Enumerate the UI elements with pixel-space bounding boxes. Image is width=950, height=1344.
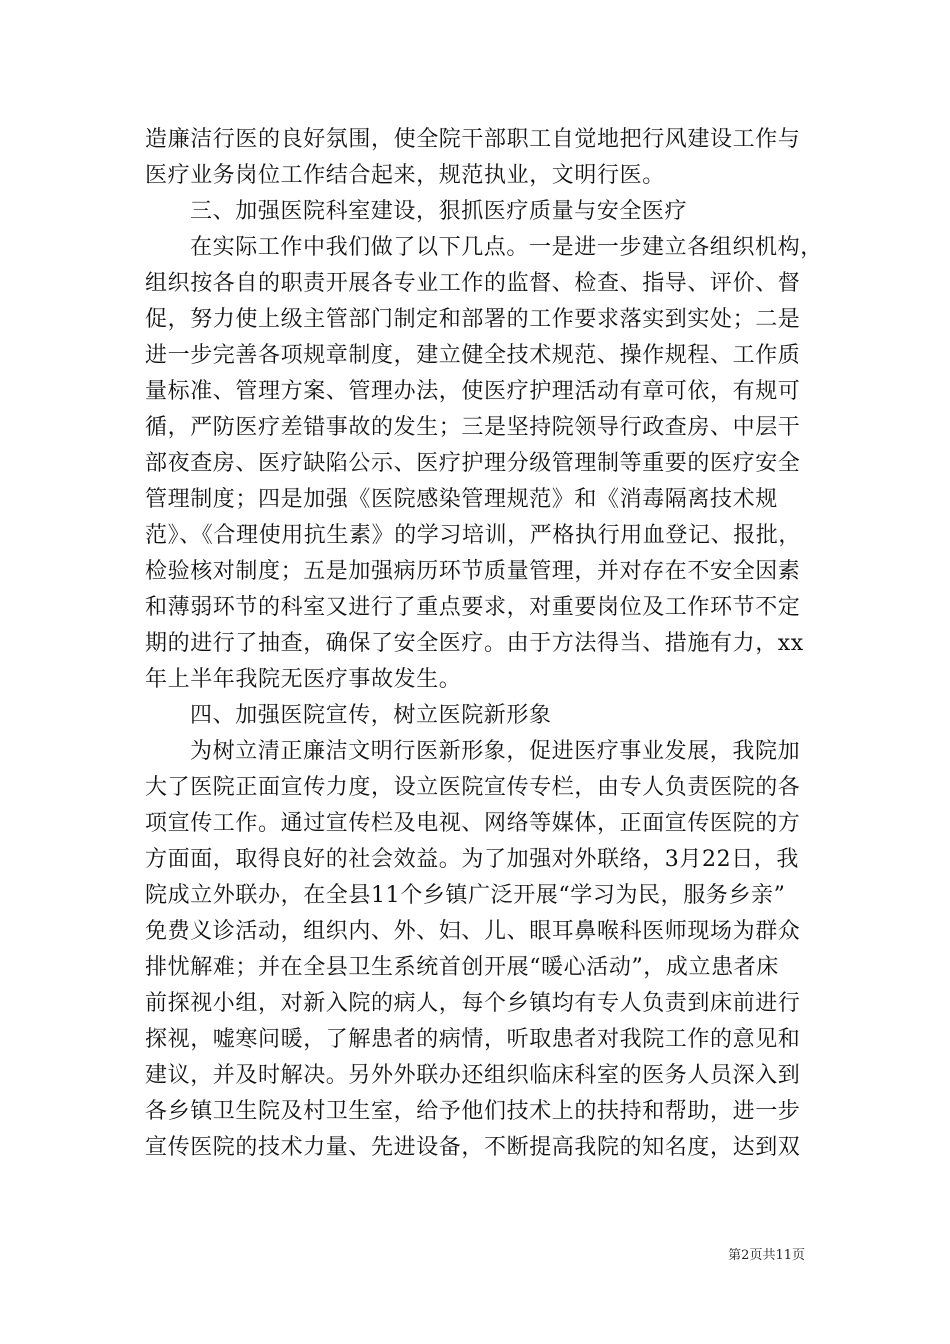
paragraph-line: 在实际工作中我们做了以下几点。一是进一步建立各组织机构， [190, 235, 823, 260]
paragraph-line: 促，努力使上级主管部门制定和部署的工作要求落实到实处；二是 [145, 307, 801, 332]
page-number: 第2页共11页 [728, 1248, 805, 1263]
paragraph-line: 期的进行了抽查，确保了安全医疗。由于方法得当、措施有力，xx [145, 631, 804, 656]
paragraph-line: 量标准、管理方案、管理办法，使医疗护理活动有章可依，有规可 [145, 379, 801, 404]
paragraph-line: 检验核对制度；五是加强病历环节质量管理，并对存在不安全因素 [145, 559, 801, 584]
paragraph-line: 项宣传工作。通过宣传栏及电视、网络等媒体，正面宣传医院的方 [145, 811, 801, 836]
page-footer [0, 1247, 805, 1265]
paragraph-line: 年上半年我院无医疗事故发生。 [145, 667, 462, 692]
paragraph-line: 免费义诊活动，组织内、外、妇、儿、眼耳鼻喉科医师现场为群众 [145, 919, 801, 944]
paragraph-line: 方面面，取得良好的社会效益。为了加强对外联络，3月22日，我 [145, 847, 799, 872]
paragraph-line: 宣传医院的技术力量、先进设备，不断提高我院的知名度，达到双 [145, 1135, 801, 1160]
section-heading: 三、加强医院科室建设，狠抓医疗质量与安全医疗 [190, 199, 688, 224]
paragraph-line: 各乡镇卫生院及村卫生室，给予他们技术上的扶持和帮助，进一步 [145, 1099, 801, 1124]
paragraph-line: 范》、《合理使用抗生素》的学习培训，严格执行用血登记、报批， [145, 523, 802, 548]
paragraph-line: 组织按各自的职责开展各专业工作的监督、检查、指导、评价、督 [145, 271, 801, 296]
paragraph-line: 医疗业务岗位工作结合起来，规范执业，文明行医。 [145, 163, 665, 188]
paragraph-line: 前探视小组，对新入院的病人，每个乡镇均有专人负责到床前进行 [145, 991, 801, 1016]
paragraph-line: 进一步完善各项规章制度，建立健全技术规范、操作规程、工作质 [145, 343, 801, 368]
paragraph-line: 建议，并及时解决。另外外联办还组织临床科室的医务人员深入到 [145, 1063, 801, 1088]
paragraph-line: 造廉洁行医的良好氛围，使全院干部职工自觉地把行风建设工作与 [145, 127, 801, 152]
paragraph-line: 部夜查房、医疗缺陷公示、医疗护理分级管理制等重要的医疗安全 [145, 451, 801, 476]
paragraph-line: 排忧解难；并在全县卫生系统首创开展“暖心活动”，成立患者床 [145, 955, 779, 980]
paragraph-line: 和薄弱环节的科室又进行了重点要求，对重要岗位及工作环节不定 [145, 595, 801, 620]
paragraph-line: 为树立清正廉洁文明行医新形象，促进医疗事业发展，我院加 [190, 739, 801, 764]
paragraph-line: 循，严防医疗差错事故的发生；三是坚持院领导行政查房、中层干 [145, 415, 801, 440]
section-heading: 四、加强医院宣传，树立医院新形象 [190, 703, 552, 728]
paragraph-line: 院成立外联办，在全县11个乡镇广泛开展“学习为民，服务乡亲” [145, 883, 786, 908]
paragraph-line: 探视，嘘寒问暖，了解患者的病情，听取患者对我院工作的意见和 [145, 1027, 801, 1052]
paragraph-line: 管理制度；四是加强《医院感染管理规范》和《消毒隔离技术规 [145, 487, 778, 512]
paragraph-line: 大了医院正面宣传力度，设立医院宣传专栏，由专人负责医院的各 [145, 775, 801, 800]
